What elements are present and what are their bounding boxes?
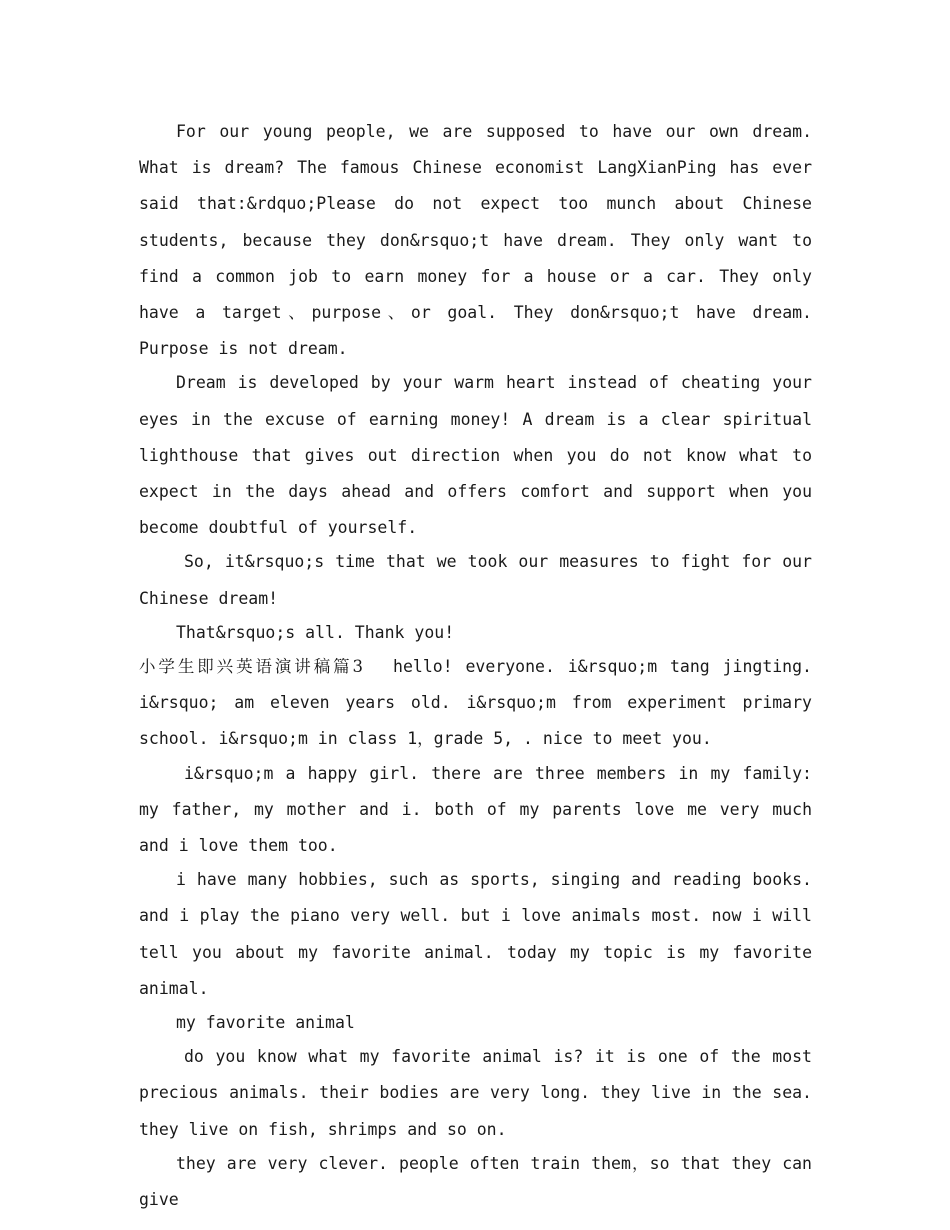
subheading-favorite-animal: my favorite animal (176, 1013, 355, 1033)
document-page (139, 114, 812, 1216)
paragraph-animal-description: do you know what my favorite animal is? it is one of the most precious animals. their bodies are very long. they live in the sea. they live on fish, shrimps and so on. (139, 1047, 812, 1139)
paragraph-dream-intro: For our young people, we are supposed to have our own dream. What is dream? The famous Chinese economist LangXianPing has ever said that:&rdquo;Please do not expect too munch about Chinese students, because they don&rsquo;t have dream. They only want to find a common job to earn money for a house or a car. They only have a target、purpose、or goal. They don&rsquo;t have dream. Purpose is not dream. (139, 122, 812, 359)
paragraph-family: i&rsquo;m a happy girl. there are three members in my family: my father, my mother and i. both of my parents love me very much and i love them too. (139, 763, 812, 856)
paragraph-hobbies: i have many hobbies, such as sports, singing and reading books. and i play the piano very well. but i love animals most. now i will tell you about my favorite animal. today my topic is my favorite animal. (139, 870, 812, 998)
section-3-block (139, 649, 812, 758)
paragraph-clever: they are very clever. people often train them，so that they can give (139, 1153, 812, 1210)
section-heading: 小学生即兴英语演讲稿篇3 (139, 657, 364, 677)
paragraph-thanks: That&rsquo;s all. Thank you! (176, 622, 455, 642)
paragraph-dream-definition: Dream is developed by your warm heart instead of cheating your eyes in the excuse of earning money! A dream is a clear spiritual lighthouse that gives out direction when you do not know what to expect in the days ahead and offers comfort and support when you become doubtful of yourself. (139, 373, 812, 538)
section-intro: hello! everyone. i&rsquo;m tang jingting. i&rsquo; am eleven years old. i&rsquo;m from experiment primary school. i&rsquo;m in class 1，grade 5, . nice to meet you. (139, 657, 812, 749)
paragraph-chinese-dream: So, it&rsquo;s time that we took our measures to fight for our Chinese dream! (139, 552, 812, 608)
